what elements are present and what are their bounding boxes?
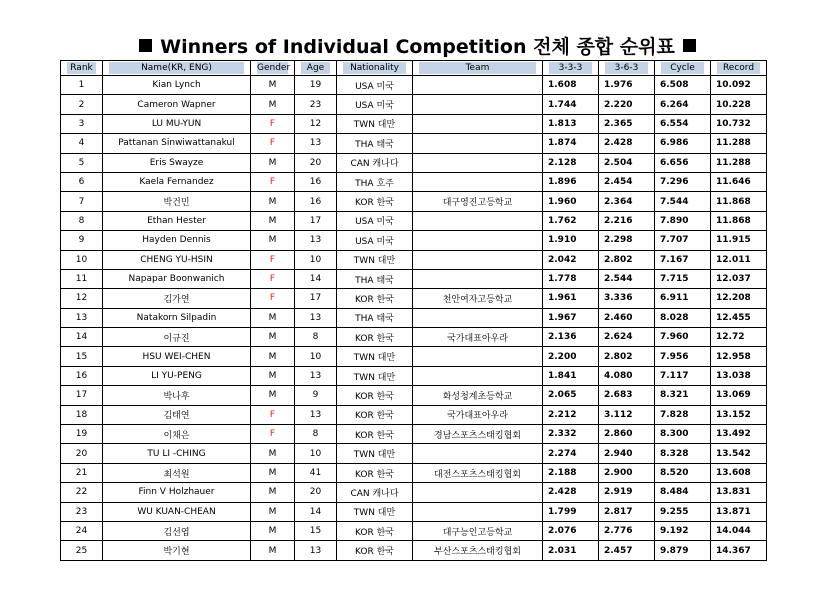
cycle-cell: 6.986 <box>655 134 711 153</box>
name-cell: HSU WEI-CHEN <box>103 347 251 366</box>
gender-cell: M <box>251 328 295 347</box>
time-363-cell: 2.428 <box>599 134 655 153</box>
time-363-cell: 2.220 <box>599 95 655 114</box>
rank-cell: 7 <box>61 192 103 211</box>
rank-cell: 19 <box>61 425 103 444</box>
gender-cell: M <box>251 231 295 250</box>
gender-cell: M <box>251 76 295 95</box>
age-cell: 14 <box>295 502 337 521</box>
column-header: Rank <box>61 61 103 76</box>
record-cell: 11.868 <box>711 192 767 211</box>
time-333-cell: 2.065 <box>543 386 599 405</box>
gender-cell: M <box>251 502 295 521</box>
gender-cell: M <box>251 386 295 405</box>
name-cell: CHENG YU-HSIN <box>103 250 251 269</box>
column-header: Age <box>295 61 337 76</box>
cycle-cell: 8.328 <box>655 444 711 463</box>
time-363-cell: 2.216 <box>599 211 655 230</box>
nationality-cell: TWN 대만 <box>337 250 413 269</box>
cycle-cell: 7.296 <box>655 172 711 191</box>
rank-cell: 20 <box>61 444 103 463</box>
cycle-cell: 8.321 <box>655 386 711 405</box>
nationality-cell: TWN 대만 <box>337 444 413 463</box>
time-363-cell: 2.504 <box>599 153 655 172</box>
time-333-cell: 2.212 <box>543 405 599 424</box>
time-363-cell: 2.460 <box>599 308 655 327</box>
nationality-cell: CAN 캐나다 <box>337 483 413 502</box>
nationality-cell: TWN 대만 <box>337 502 413 521</box>
age-cell: 15 <box>295 521 337 540</box>
gender-cell: F <box>251 114 295 133</box>
nationality-cell: USA 미국 <box>337 231 413 250</box>
time-333-cell: 1.874 <box>543 134 599 153</box>
record-cell: 12.037 <box>711 269 767 288</box>
cycle-cell: 9.879 <box>655 541 711 560</box>
age-cell: 10 <box>295 250 337 269</box>
cycle-cell: 7.956 <box>655 347 711 366</box>
time-333-cell: 2.200 <box>543 347 599 366</box>
cycle-cell: 9.192 <box>655 521 711 540</box>
age-cell: 14 <box>295 269 337 288</box>
age-cell: 8 <box>295 328 337 347</box>
table-row <box>61 425 767 444</box>
age-cell: 13 <box>295 308 337 327</box>
cycle-cell: 8.028 <box>655 308 711 327</box>
nationality-cell: USA 미국 <box>337 76 413 95</box>
team-cell <box>413 211 543 230</box>
age-cell: 20 <box>295 153 337 172</box>
name-cell: LI YU-PENG <box>103 366 251 385</box>
name-cell: 김태연 <box>103 405 251 424</box>
gender-cell: M <box>251 521 295 540</box>
age-cell: 23 <box>295 95 337 114</box>
rank-cell: 4 <box>61 134 103 153</box>
team-cell <box>413 269 543 288</box>
time-333-cell: 1.762 <box>543 211 599 230</box>
cycle-cell: 7.544 <box>655 192 711 211</box>
record-cell: 12.72 <box>711 328 767 347</box>
name-cell: Kaela Fernandez <box>103 172 251 191</box>
cycle-cell: 7.117 <box>655 366 711 385</box>
age-cell: 17 <box>295 289 337 308</box>
gender-cell: M <box>251 153 295 172</box>
rank-cell: 5 <box>61 153 103 172</box>
time-363-cell: 2.683 <box>599 386 655 405</box>
time-333-cell: 1.608 <box>543 76 599 95</box>
table-row <box>61 502 767 521</box>
rank-cell: 11 <box>61 269 103 288</box>
record-cell: 13.608 <box>711 463 767 482</box>
gender-cell: M <box>251 483 295 502</box>
gender-cell: M <box>251 366 295 385</box>
team-cell <box>413 502 543 521</box>
page-title <box>0 32 835 60</box>
record-cell: 13.152 <box>711 405 767 424</box>
table-row <box>61 463 767 482</box>
time-333-cell: 1.961 <box>543 289 599 308</box>
nationality-cell: CAN 캐나다 <box>337 153 413 172</box>
age-cell: 13 <box>295 405 337 424</box>
record-cell: 12.011 <box>711 250 767 269</box>
cycle-cell: 7.167 <box>655 250 711 269</box>
table-row <box>61 405 767 424</box>
gender-cell: F <box>251 405 295 424</box>
time-333-cell: 1.910 <box>543 231 599 250</box>
rank-cell: 12 <box>61 289 103 308</box>
cycle-cell: 6.508 <box>655 76 711 95</box>
time-363-cell: 2.900 <box>599 463 655 482</box>
table-row <box>61 308 767 327</box>
table-row <box>61 95 767 114</box>
age-cell: 13 <box>295 366 337 385</box>
time-363-cell: 2.298 <box>599 231 655 250</box>
gender-cell: F <box>251 172 295 191</box>
square-bullet-icon <box>139 39 152 52</box>
nationality-cell: KOR 한국 <box>337 425 413 444</box>
team-cell: 국가대표아우라 <box>413 328 543 347</box>
record-cell: 10.732 <box>711 114 767 133</box>
cycle-cell: 7.707 <box>655 231 711 250</box>
record-cell: 11.288 <box>711 134 767 153</box>
nationality-cell: TWN 대만 <box>337 114 413 133</box>
team-cell: 대전스포츠스태킹협회 <box>413 463 543 482</box>
record-cell: 14.367 <box>711 541 767 560</box>
cycle-cell: 8.484 <box>655 483 711 502</box>
time-333-cell: 1.967 <box>543 308 599 327</box>
table-row <box>61 76 767 95</box>
results-table <box>60 60 767 561</box>
time-363-cell: 3.112 <box>599 405 655 424</box>
time-333-cell: 1.960 <box>543 192 599 211</box>
time-333-cell: 2.031 <box>543 541 599 560</box>
cycle-cell: 6.264 <box>655 95 711 114</box>
age-cell: 10 <box>295 347 337 366</box>
name-cell: 김선엽 <box>103 521 251 540</box>
team-cell <box>413 366 543 385</box>
nationality-cell: KOR 한국 <box>337 521 413 540</box>
time-333-cell: 2.076 <box>543 521 599 540</box>
name-cell: WU KUAN-CHEAN <box>103 502 251 521</box>
page-title-text: Winners of Individual Competition 전체 종합 순위표 <box>160 36 675 58</box>
record-cell: 10.092 <box>711 76 767 95</box>
cycle-cell: 9.255 <box>655 502 711 521</box>
gender-cell: M <box>251 347 295 366</box>
gender-cell: M <box>251 444 295 463</box>
time-363-cell: 4.080 <box>599 366 655 385</box>
team-cell <box>413 308 543 327</box>
rank-cell: 24 <box>61 521 103 540</box>
time-333-cell: 2.274 <box>543 444 599 463</box>
rank-cell: 1 <box>61 76 103 95</box>
column-header: 3-6-3 <box>599 61 655 76</box>
cycle-cell: 7.890 <box>655 211 711 230</box>
gender-cell: M <box>251 211 295 230</box>
gender-cell: F <box>251 425 295 444</box>
record-cell: 11.646 <box>711 172 767 191</box>
time-333-cell: 2.188 <box>543 463 599 482</box>
rank-cell: 16 <box>61 366 103 385</box>
rank-cell: 2 <box>61 95 103 114</box>
table-row <box>61 153 767 172</box>
team-cell <box>413 114 543 133</box>
team-cell <box>413 134 543 153</box>
table-row <box>61 172 767 191</box>
record-cell: 13.069 <box>711 386 767 405</box>
name-cell: 박건민 <box>103 192 251 211</box>
name-cell: Natakorn Silpadin <box>103 308 251 327</box>
cycle-cell: 8.300 <box>655 425 711 444</box>
age-cell: 19 <box>295 76 337 95</box>
nationality-cell: KOR 한국 <box>337 192 413 211</box>
time-363-cell: 2.776 <box>599 521 655 540</box>
table-row <box>61 541 767 560</box>
age-cell: 10 <box>295 444 337 463</box>
time-333-cell: 2.428 <box>543 483 599 502</box>
name-cell: Pattanan Sinwiwattanakul <box>103 134 251 153</box>
age-cell: 16 <box>295 172 337 191</box>
nationality-cell: KOR 한국 <box>337 405 413 424</box>
time-363-cell: 2.919 <box>599 483 655 502</box>
age-cell: 20 <box>295 483 337 502</box>
cycle-cell: 7.715 <box>655 269 711 288</box>
nationality-cell: KOR 한국 <box>337 328 413 347</box>
name-cell: Kian Lynch <box>103 76 251 95</box>
record-cell: 11.288 <box>711 153 767 172</box>
cycle-cell: 6.656 <box>655 153 711 172</box>
time-333-cell: 1.744 <box>543 95 599 114</box>
age-cell: 8 <box>295 425 337 444</box>
table-row <box>61 192 767 211</box>
rank-cell: 3 <box>61 114 103 133</box>
table-row <box>61 269 767 288</box>
table-body <box>61 76 767 561</box>
column-header: Name(KR, ENG) <box>103 61 251 76</box>
column-header: Team <box>413 61 543 76</box>
nationality-cell: KOR 한국 <box>337 386 413 405</box>
name-cell: Ethan Hester <box>103 211 251 230</box>
gender-cell: M <box>251 463 295 482</box>
rank-cell: 22 <box>61 483 103 502</box>
time-363-cell: 2.544 <box>599 269 655 288</box>
table-row <box>61 114 767 133</box>
time-363-cell: 2.802 <box>599 347 655 366</box>
name-cell: Hayden Dennis <box>103 231 251 250</box>
gender-cell: M <box>251 192 295 211</box>
team-cell <box>413 76 543 95</box>
gender-cell: F <box>251 250 295 269</box>
nationality-cell: TWN 대만 <box>337 366 413 385</box>
name-cell: LU MU-YUN <box>103 114 251 133</box>
rank-cell: 9 <box>61 231 103 250</box>
nationality-cell: THA 태국 <box>337 134 413 153</box>
team-cell <box>413 153 543 172</box>
rank-cell: 17 <box>61 386 103 405</box>
record-cell: 13.038 <box>711 366 767 385</box>
cycle-cell: 7.960 <box>655 328 711 347</box>
age-cell: 13 <box>295 231 337 250</box>
rank-cell: 18 <box>61 405 103 424</box>
time-363-cell: 2.940 <box>599 444 655 463</box>
record-cell: 13.871 <box>711 502 767 521</box>
team-cell <box>413 347 543 366</box>
team-cell: 국가대표아우라 <box>413 405 543 424</box>
age-cell: 41 <box>295 463 337 482</box>
time-363-cell: 2.802 <box>599 250 655 269</box>
time-363-cell: 2.457 <box>599 541 655 560</box>
gender-cell: M <box>251 308 295 327</box>
column-header: 3-3-3 <box>543 61 599 76</box>
gender-cell: M <box>251 95 295 114</box>
record-cell: 11.868 <box>711 211 767 230</box>
table-row <box>61 328 767 347</box>
table-row <box>61 347 767 366</box>
rank-cell: 15 <box>61 347 103 366</box>
table-row <box>61 444 767 463</box>
time-333-cell: 1.799 <box>543 502 599 521</box>
gender-cell: F <box>251 289 295 308</box>
time-363-cell: 3.336 <box>599 289 655 308</box>
time-363-cell: 2.364 <box>599 192 655 211</box>
record-cell: 12.208 <box>711 289 767 308</box>
name-cell: 박기현 <box>103 541 251 560</box>
nationality-cell: KOR 한국 <box>337 541 413 560</box>
rank-cell: 14 <box>61 328 103 347</box>
time-333-cell: 2.128 <box>543 153 599 172</box>
name-cell: Eris Swayze <box>103 153 251 172</box>
time-363-cell: 2.365 <box>599 114 655 133</box>
name-cell: 최석원 <box>103 463 251 482</box>
rank-cell: 10 <box>61 250 103 269</box>
nationality-cell: USA 미국 <box>337 211 413 230</box>
nationality-cell: KOR 한국 <box>337 289 413 308</box>
table-row <box>61 366 767 385</box>
rank-cell: 21 <box>61 463 103 482</box>
column-header: Nationality <box>337 61 413 76</box>
table-row <box>61 521 767 540</box>
record-cell: 14.044 <box>711 521 767 540</box>
square-bullet-icon <box>683 39 696 52</box>
gender-cell: F <box>251 269 295 288</box>
team-cell <box>413 250 543 269</box>
age-cell: 17 <box>295 211 337 230</box>
age-cell: 13 <box>295 541 337 560</box>
rank-cell: 25 <box>61 541 103 560</box>
team-cell <box>413 172 543 191</box>
time-333-cell: 2.332 <box>543 425 599 444</box>
gender-cell: F <box>251 134 295 153</box>
record-cell: 12.958 <box>711 347 767 366</box>
time-363-cell: 2.817 <box>599 502 655 521</box>
cycle-cell: 6.554 <box>655 114 711 133</box>
time-333-cell: 1.896 <box>543 172 599 191</box>
time-363-cell: 2.454 <box>599 172 655 191</box>
time-363-cell: 2.860 <box>599 425 655 444</box>
team-cell: 대구영진고등학교 <box>413 192 543 211</box>
nationality-cell: THA 태국 <box>337 308 413 327</box>
name-cell: Cameron Wapner <box>103 95 251 114</box>
record-cell: 13.542 <box>711 444 767 463</box>
team-cell <box>413 483 543 502</box>
time-333-cell: 1.778 <box>543 269 599 288</box>
column-header: Record <box>711 61 767 76</box>
column-header: Gender <box>251 61 295 76</box>
table-row <box>61 483 767 502</box>
team-cell: 부산스포츠스태킹협회 <box>413 541 543 560</box>
table-row <box>61 211 767 230</box>
nationality-cell: USA 미국 <box>337 95 413 114</box>
rank-cell: 23 <box>61 502 103 521</box>
nationality-cell: KOR 한국 <box>337 463 413 482</box>
time-363-cell: 1.976 <box>599 76 655 95</box>
name-cell: 이채은 <box>103 425 251 444</box>
name-cell: 박나후 <box>103 386 251 405</box>
rank-cell: 8 <box>61 211 103 230</box>
time-333-cell: 2.136 <box>543 328 599 347</box>
age-cell: 13 <box>295 134 337 153</box>
column-header: Cycle <box>655 61 711 76</box>
time-333-cell: 2.042 <box>543 250 599 269</box>
table-header-row <box>61 61 767 76</box>
team-cell <box>413 95 543 114</box>
team-cell <box>413 444 543 463</box>
cycle-cell: 7.828 <box>655 405 711 424</box>
team-cell: 화성청계초등학교 <box>413 386 543 405</box>
team-cell: 천안여자고등학교 <box>413 289 543 308</box>
team-cell: 대구능인고등학교 <box>413 521 543 540</box>
time-363-cell: 2.624 <box>599 328 655 347</box>
team-cell <box>413 231 543 250</box>
age-cell: 12 <box>295 114 337 133</box>
table-row <box>61 231 767 250</box>
nationality-cell: TWN 대만 <box>337 347 413 366</box>
age-cell: 16 <box>295 192 337 211</box>
name-cell: TU LI -CHING <box>103 444 251 463</box>
name-cell: Finn V Holzhauer <box>103 483 251 502</box>
table-row <box>61 386 767 405</box>
rank-cell: 6 <box>61 172 103 191</box>
nationality-cell: THA 호주 <box>337 172 413 191</box>
record-cell: 11.915 <box>711 231 767 250</box>
cycle-cell: 6.911 <box>655 289 711 308</box>
time-333-cell: 1.841 <box>543 366 599 385</box>
record-cell: 12.455 <box>711 308 767 327</box>
name-cell: 이규진 <box>103 328 251 347</box>
nationality-cell: THA 태국 <box>337 269 413 288</box>
gender-cell: M <box>251 541 295 560</box>
name-cell: Napapar Boonwanich <box>103 269 251 288</box>
table-row <box>61 134 767 153</box>
table-row <box>61 289 767 308</box>
table-row <box>61 250 767 269</box>
record-cell: 13.831 <box>711 483 767 502</box>
record-cell: 10.228 <box>711 95 767 114</box>
record-cell: 13.492 <box>711 425 767 444</box>
cycle-cell: 8.520 <box>655 463 711 482</box>
team-cell: 경남스포츠스태킹협회 <box>413 425 543 444</box>
name-cell: 김가연 <box>103 289 251 308</box>
rank-cell: 13 <box>61 308 103 327</box>
age-cell: 9 <box>295 386 337 405</box>
time-333-cell: 1.813 <box>543 114 599 133</box>
